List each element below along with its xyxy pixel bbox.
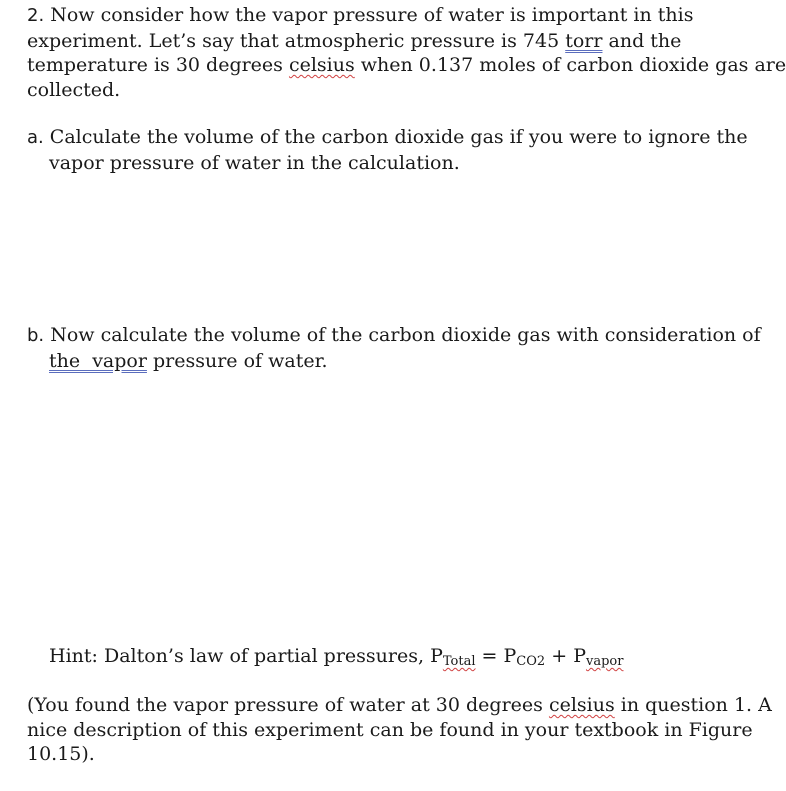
p-vapor: $P_{vapor}$: [573, 645, 624, 669]
part-b-letter: b.: [27, 325, 45, 346]
part-a-line-2: vapor pressure of water in the calculation.: [49, 151, 460, 174]
question-2-line-2: experiment. Let’s say that atmospheric pressure is 745 torr and the: [27, 29, 682, 52]
spellcheck-phrase-the-vapor: the vapor: [49, 349, 147, 372]
part-a-line-1: a. Calculate the volume of the carbon dioxide gas if you were to ignore the: [27, 126, 748, 148]
hint: Hint: Dalton’s law of partial pressures, $P_{Total} = P_{CO2} + P_{vapor}$: [49, 645, 624, 669]
note-line-2: nice description of this experiment can be found in your textbook in Figure: [27, 718, 753, 741]
note-line-3: 10.15).: [27, 743, 95, 765]
part-b-line-1: b. Now calculate the volume of the carbon dioxide gas with consideration of: [27, 324, 761, 346]
spellcheck-word-celsius-2: celsius: [548, 694, 615, 716]
question-2-line-3: temperature is 30 degrees celsius when 0.137 moles of carbon dioxide gas are: [27, 54, 786, 76]
part-a: [27, 125, 748, 175]
subscript-total: Total: [442, 654, 476, 669]
subscript-vapor: vapor: [585, 654, 624, 669]
part-b-line-2: the vapor pressure of water.: [49, 349, 328, 372]
spellcheck-word-celsius: celsius: [288, 54, 355, 76]
p-total: $P_{Total}$: [430, 645, 476, 669]
part-b: [27, 323, 761, 373]
p-co2: $P_{CO2}$: [503, 645, 546, 669]
note: [27, 693, 772, 767]
subscript-co2: CO2: [516, 654, 546, 669]
spellcheck-word-torr: torr: [565, 29, 603, 52]
question-number: 2.: [27, 5, 45, 26]
question-2-line-1: 2. Now consider how the vapor pressure of water is important in this: [27, 4, 694, 26]
question-2: [27, 3, 786, 102]
question-2-line-4: collected.: [27, 78, 121, 101]
part-a-letter: a.: [27, 127, 44, 148]
note-line-1: (You found the vapor pressure of water at 30 degrees celsius in question 1. A: [27, 694, 772, 716]
